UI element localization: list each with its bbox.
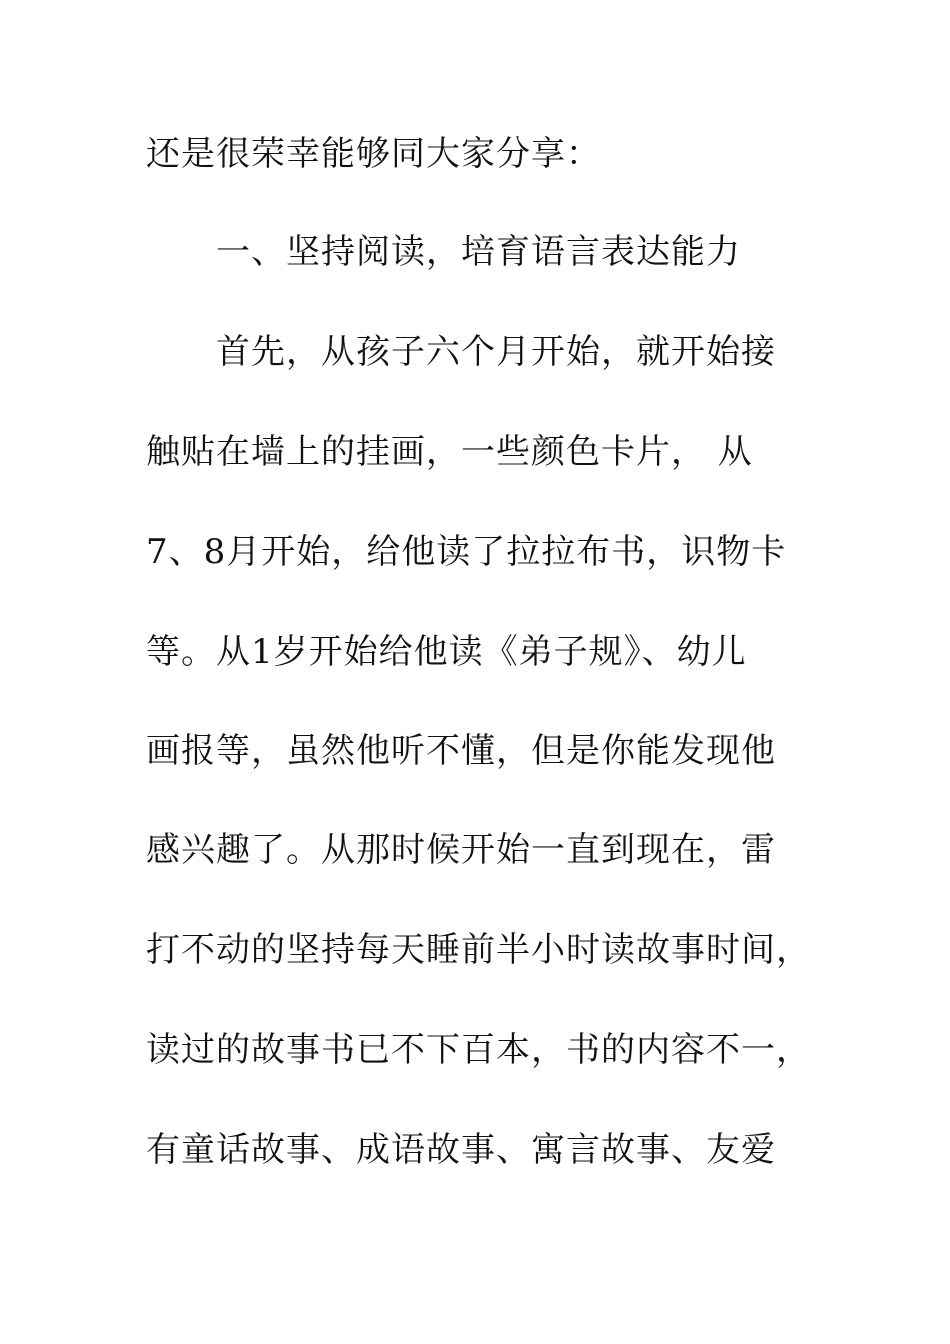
text-line-1: 还是很荣幸能够同大家分享：	[146, 134, 601, 174]
text-line-10: 读过的故事书已不下百本，书的内容不一，	[146, 1030, 811, 1070]
text-line-8: 感兴趣了。从那时候开始一直到现在，雷	[146, 830, 776, 870]
section-heading: 一、坚持阅读，培育语言表达能力	[216, 232, 741, 272]
text-line-9: 打不动的坚持每天睡前半小时读故事时间，	[146, 930, 811, 970]
text-line-7: 画报等，虽然他听不懂，但是你能发现他	[146, 731, 776, 771]
text-line-11: 有童话故事、成语故事、寓言故事、友爱	[146, 1130, 776, 1170]
text-line-5: 7、8月开始，给他读了拉拉布书，识物卡	[146, 532, 787, 572]
text-line-6: 等。从1岁开始给他读《弟子规》、幼儿	[146, 632, 747, 672]
text-line-4: 触贴在墙上的挂画，一些颜色卡片， 从	[146, 432, 753, 472]
text-line-3: 首先，从孩子六个月开始，就开始接	[216, 332, 776, 372]
